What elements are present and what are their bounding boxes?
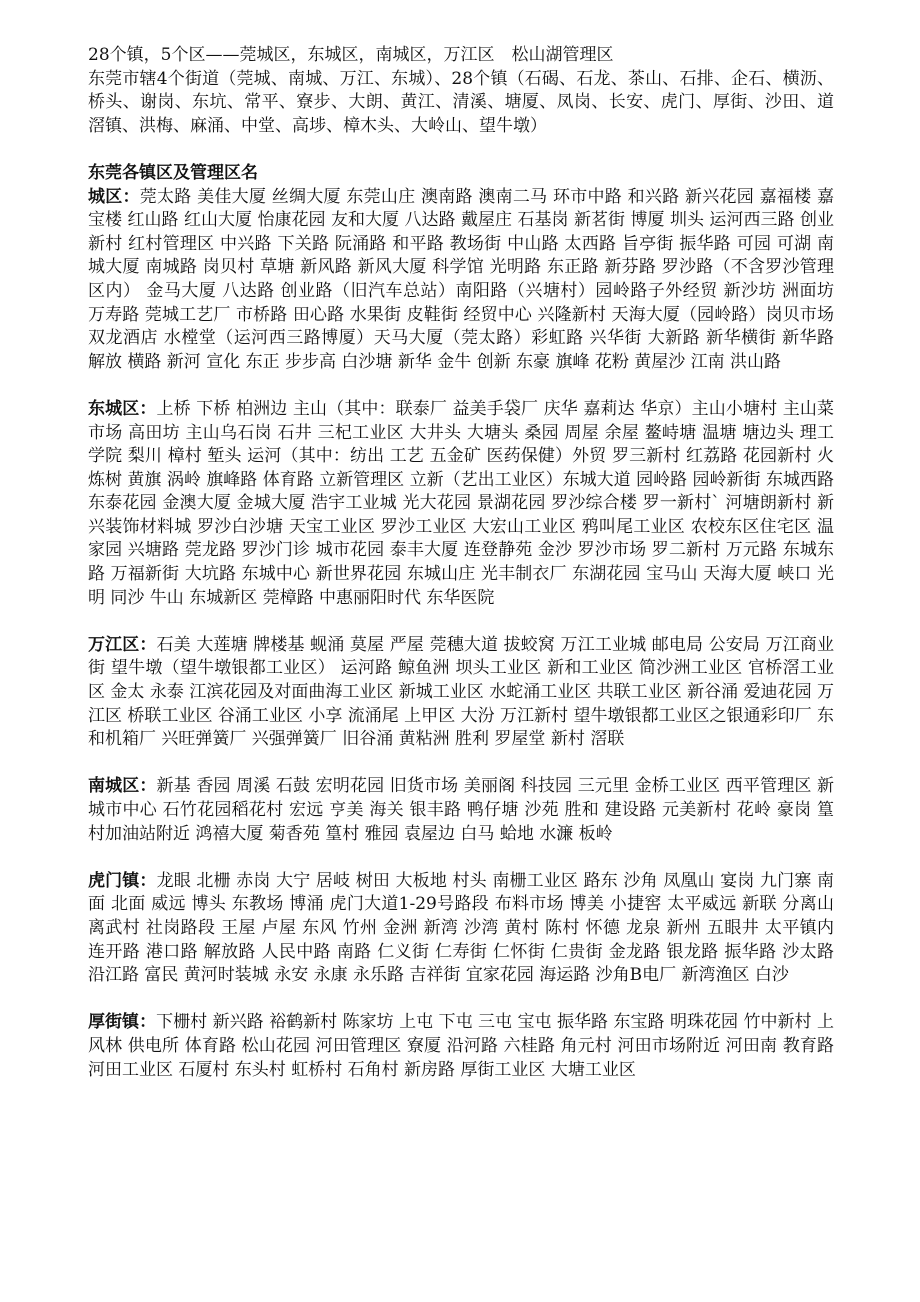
section-wanjiang <box>88 634 834 752</box>
intro-line-2: 东莞市辖4个街道（莞城、南城、万江、东城）、28个镇（石碣、石龙、茶山、石排、企石、横沥、桥头、谢岗、东坑、常平、寮步、大朗、黄江、清溪、塘厦、凤岗、长安、虎门、厚街、沙田、道滘镇、洪梅、麻涌、中堂、高埗、樟木头、大岭山、望牛墩） <box>88 68 834 136</box>
spacer <box>88 138 834 162</box>
document-page <box>88 44 834 1082</box>
spacer <box>88 752 834 776</box>
section-chengqu <box>88 186 834 375</box>
section-text: 石美 大莲塘 牌楼基 蚬涌 莫屋 严屋 莞穗大道 拔蛟窝 万江工业城 邮电局 公安局 万江商业街 望牛墩（望牛墩银都工业区） 运河路 鲸鱼洲 坝头工业区 新和工业区 简沙洲工业区 官桥滘工业区 金太 永泰 江滨花园及对面曲海工业区 新城工业区 水蛇涌工业区 共联工业区 新谷涌 爱迪花园 万江区 桥联工业区 谷涌工业区 小享 流涌尾 上甲区 大汾 万江新村 望牛墩银都工业区之银通彩印厂 东和机箱厂 兴旺弹簧厂 兴强弹簧厂 旧谷涌 黄粘洲 胜利 罗屋堂 新村 滘联 <box>88 634 834 750</box>
section-label: 东城区： <box>88 398 157 419</box>
section-label: 城区： <box>88 186 140 207</box>
section-label: 虎门镇： <box>88 870 157 891</box>
spacer <box>88 988 834 1012</box>
section-text: 新基 香园 周溪 石鼓 宏明花园 旧货市场 美丽阁 科技园 三元里 金桥工业区 西平管理区 新城市中心 石竹花园稻花村 宏远 亨美 海关 银丰路 鸭仔塘 沙苑 胜和 建设路 元美新村 花岭 豪岗 篁村加油站附近 鸿禧大厦 菊香苑 篁村 雅园 袁屋边 白马 蛤地 水濂 板岭 <box>88 776 834 844</box>
section-text: 莞太路 美佳大厦 丝绸大厦 东莞山庄 澳南路 澳南二马 环市中路 和兴路 新兴花园 嘉福楼 嘉宝楼 红山路 红山大厦 怡康花园 友和大厦 八达路 戴屋庄 石基岗 新茗街 博厦 圳头 运河西三路 创业新村 红村管理区 中兴路 下关路 阮涌路 和平路 教场街 中山路 太西路 旨亭街 振华路 可园 可湖 南城大厦 南城路 岗贝村 草塘 新风路 新风大厦 科学馆 光明路 东正路 新芬路 罗沙路（不含罗沙管理区内） 金马大厦 八达路 创业路（旧汽车总站）南阳路（兴塘村）园岭路子外经贸 新沙坊 洲面坊 万寿路 莞城工艺厂 市桥路 田心路 水果街 皮鞋街 经贸中心 兴隆新村 天海大厦（园岭路）岗贝市场 双龙酒店 水樘堂（运河西三路博厦）天马大厦（莞太路）彩虹路 兴华街 大新路 新华横街 新华路 解放 横路 新河 宣化 东正 步步高 白沙塘 新华 金牛 创新 东豪 旗峰 花粉 黄屋沙 江南 洪山路 <box>88 186 834 372</box>
section-text: 上桥 下桥 柏洲边 主山（其中：联泰厂 益美手袋厂 庆华 嘉莉达 华京）主山小塘村 主山菜市场 高田坊 主山乌石岗 石井 三杞工业区 大井头 大塘头 桑园 周屋 余屋 鳌峙塘 温塘 塘边头 理工学院 梨川 樟村 堑头 运河（其中：纺出 工艺 五金矿 医药保健）外贸 罗三新村 红荔路 花园新村 火炼树 黄旗 涡岭 旗峰路 体育路 立新管理区 立新（艺出工业区）东城大道 园岭路 园岭新街 东城西路 东泰花园 金澳大厦 金城大厦 浩宇工业城 光大花园 景湖花园 罗沙综合楼 罗一新村` 河塘朗新村 新兴装饰材料城 罗沙白沙塘 天宝工业区 罗沙工业区 大宏山工业区 鸦叫尾工业区 农校东区住宅区 温家园 兴塘路 莞龙路 罗沙门诊 城市花园 泰丰大厦 连登静苑 金沙 罗沙市场 罗二新村 万元路 东城东路 万福新街 大坑路 东城中心 新世界花园 东城山庄 光丰制衣厂 东湖花园 宝马山 天海大厦 峡口 光明 同沙 牛山 东城新区 莞樟路 中惠丽阳时代 东华医院 <box>88 398 834 608</box>
section-text: 龙眼 北栅 赤岗 大宁 居岐 树田 大板地 村头 南栅工业区 路东 沙角 凤凰山 宴岗 九门寨 南面 北面 威远 博头 东教场 博涌 虎门大道1-29号路段 布料市场 博美 小捷窖 太平威远 新联 分离山 离武村 社岗路段 王屋 卢屋 东风 竹州 金洲 新湾 沙湾 黄村 陈村 怀德 龙泉 新州 五眼井 太平镇内 连开路 港口路 解放路 人民中路 南路 仁义街 仁寿街 仁怀街 仁贵街 金龙路 银龙路 振华路 沙太路 沿江路 富民 黄河时装城 永安 永康 永乐路 吉祥街 宜家花园 海运路 沙角B电厂 新湾渔区 白沙 <box>88 870 835 986</box>
section-houjie <box>88 1011 834 1082</box>
section-label: 厚街镇： <box>88 1012 157 1033</box>
spacer <box>88 374 834 398</box>
section-dongcheng <box>88 398 834 610</box>
section-nancheng <box>88 775 834 846</box>
section-label: 万江区： <box>88 634 157 655</box>
intro-line-1: 28个镇，5个区——莞城区，东城区，南城区，万江区 松山湖管理区 <box>88 45 614 65</box>
section-heading: 东莞各镇区及管理区名 <box>88 162 258 183</box>
section-text: 下栅村 新兴路 裕鹤新村 陈家坊 上屯 下屯 三屯 宝屯 振华路 东宝路 明珠花园 竹中新村 上风林 供电所 体育路 松山花园 河田管理区 寮厦 沿河路 六桂路 角元村 河田市场附近 河田南 教育路 河田工业区 石厦村 东头村 虹桥村 石角村 新房路 厚街工业区 大塘工业区 <box>88 1012 834 1080</box>
spacer <box>88 846 834 870</box>
spacer <box>88 610 834 634</box>
section-label: 南城区： <box>88 776 157 797</box>
section-humen <box>88 870 834 988</box>
